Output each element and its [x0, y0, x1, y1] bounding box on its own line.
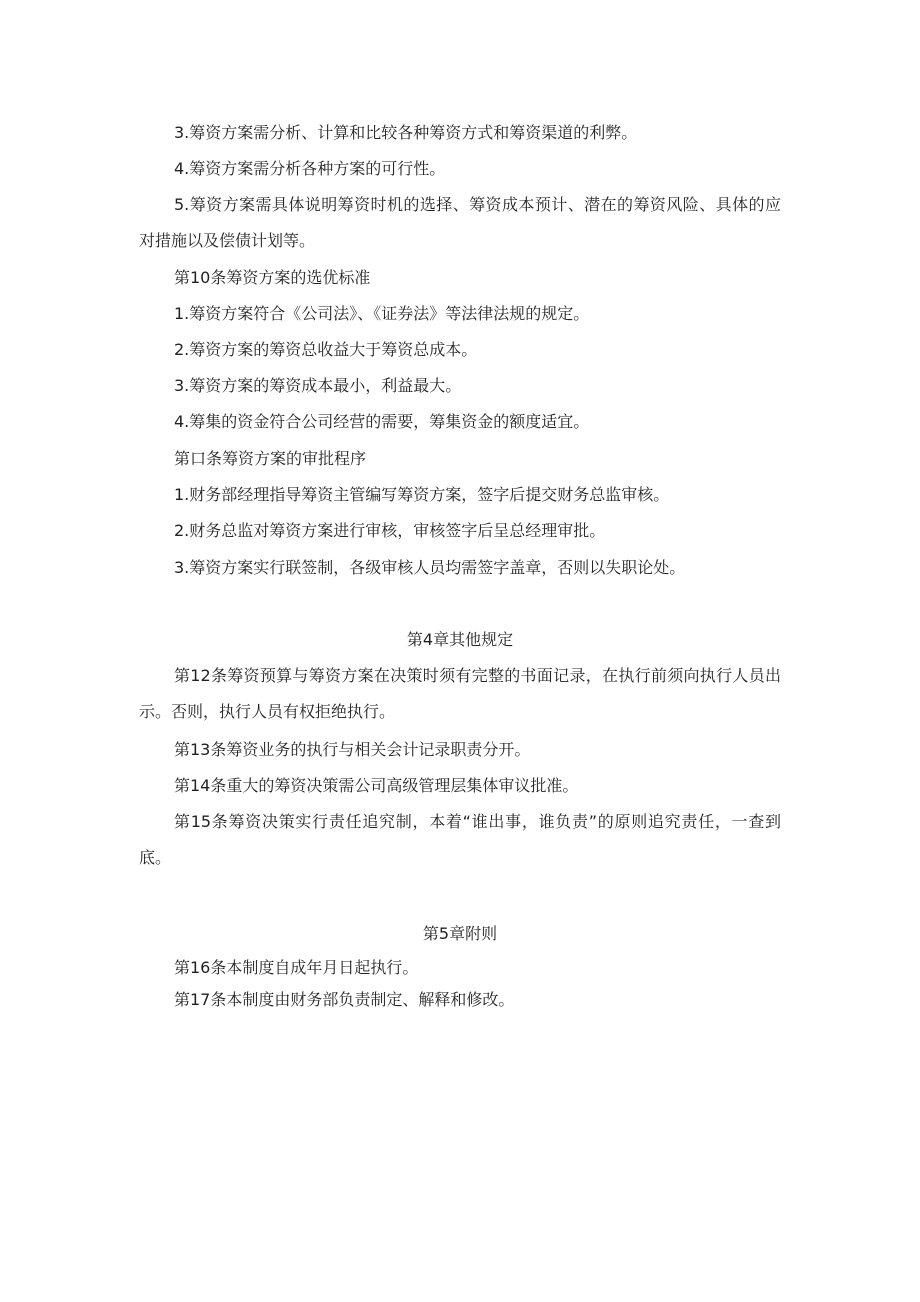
article-13-text: 第13条筹资业务的执行与相关会计记录职责分开。	[174, 740, 531, 759]
article-10-item-3: 3.筹资方案的筹资成本最小，利益最大。	[174, 376, 462, 395]
article-11-item-2: 2.财务总监对筹资方案进行审核，审核签字后呈总经理审批。	[174, 521, 606, 540]
article-16-text: 第16条本制度自成年月日起执行。	[174, 958, 419, 977]
item-5-text: 5.筹资方案需具体说明筹资时机的选择、筹资成本预计、潜在的筹资风险、具体的应对措施以及偿债计划等。	[139, 195, 781, 250]
article-11-item-3: 3.筹资方案实行联签制，各级审核人员均需签字盖章，否则以失职论处。	[174, 558, 686, 577]
article-12-text: 第12条筹资预算与筹资方案在决策时须有完整的书面记录，在执行前须向执行人员出示。否则，执行人员有权拒绝执行。	[139, 666, 781, 721]
item-3-text: 3.筹资方案需分析、计算和比较各种筹资方式和筹资渠道的利弊。	[174, 123, 638, 142]
chapter-4-heading: 第4章其他规定	[406, 630, 514, 649]
item-4-text: 4.筹资方案需分析各种方案的可行性。	[174, 159, 446, 178]
article-17-text: 第17条本制度由财务部负责制定、解释和修改。	[174, 990, 515, 1009]
article-14-text: 第14条重大的筹资决策需公司高级管理层集体审议批准。	[174, 776, 579, 795]
article-10-item-1: 1.筹资方案符合《公司法》、《证券法》等法律法规的规定。	[174, 304, 590, 323]
article-10-item-4: 4.筹集的资金符合公司经营的需要，筹集资金的额度适宜。	[174, 412, 590, 431]
article-11-title: 第口条筹资方案的审批程序	[174, 449, 367, 468]
chapter-5-heading: 第5章附则	[422, 924, 498, 943]
article-10-title: 第10条筹资方案的选优标准	[174, 268, 371, 287]
article-15-text: 第15条筹资决策实行责任追究制，本着“谁出事，谁负责”的原则追究责任，一查到底。	[139, 812, 781, 867]
article-11-item-1: 1.财务部经理指导筹资主管编写筹资方案，签字后提交财务总监审核。	[174, 485, 670, 504]
article-10-item-2: 2.筹资方案的筹资总收益大于筹资总成本。	[174, 340, 478, 359]
